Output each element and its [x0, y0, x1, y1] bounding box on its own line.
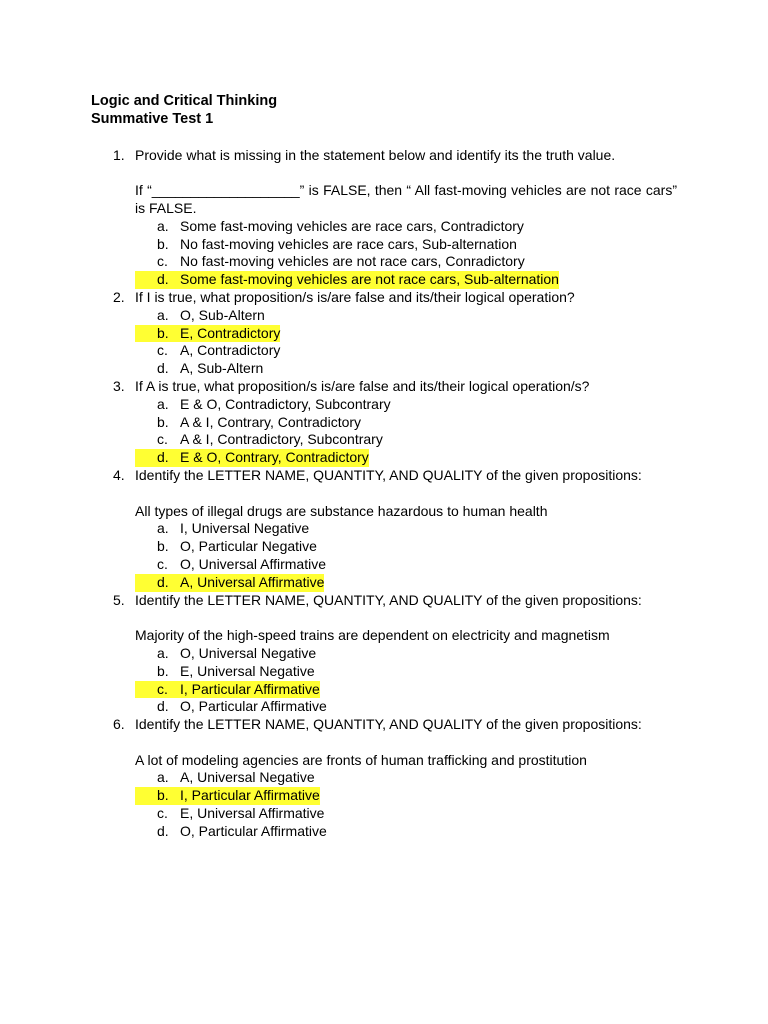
option-letter: a.	[157, 644, 169, 661]
option-text: Some fast-moving vehicles are race cars, Contradictory	[180, 217, 524, 234]
option-item	[135, 236, 677, 254]
option-item	[135, 342, 677, 360]
option-item	[135, 520, 677, 538]
option-letter: c.	[157, 342, 168, 359]
option-item-highlighted	[135, 681, 677, 699]
question-number: 1.	[113, 146, 125, 163]
document-subtitle: Summative Test 1	[91, 110, 214, 127]
question-item	[91, 592, 677, 717]
option-letter: a.	[157, 217, 169, 234]
option-item	[135, 769, 677, 787]
question-prompt: Identify the LETTER NAME, QUANTITY, AND QUALITY of the given propositions:	[135, 466, 642, 483]
question-prompt: Identify the LETTER NAME, QUANTITY, AND QUALITY of the given propositions:	[135, 716, 642, 733]
option-text: No fast-moving vehicles are race cars, Sub-alternation	[180, 235, 517, 252]
option-item	[135, 218, 677, 236]
option-item	[135, 307, 677, 325]
option-letter: a.	[157, 395, 169, 412]
option-item	[135, 663, 677, 681]
question-number: 4.	[113, 466, 125, 483]
question-prompt: If A is true, what proposition/s is/are false and its/their logical operation/s?	[135, 377, 590, 394]
answer-highlight	[135, 574, 324, 592]
option-letter: b.	[157, 787, 169, 804]
question-prompt: Provide what is missing in the statement below and identify its the truth value.	[135, 146, 616, 163]
option-text: E, Universal Affirmative	[180, 805, 325, 822]
answer-highlight	[135, 325, 280, 343]
option-letter: b.	[157, 413, 169, 430]
option-letter: c.	[157, 805, 168, 822]
option-letter: b.	[157, 538, 169, 555]
document-title: Logic and Critical Thinking	[91, 93, 278, 109]
question-statement: All types of illegal drugs are substance hazardous to human health	[135, 502, 548, 519]
option-list	[135, 520, 677, 591]
option-letter: d.	[157, 822, 169, 839]
option-text: A, Universal Affirmative	[180, 573, 325, 590]
question-number: 5.	[113, 591, 125, 608]
option-text: O, Particular Affirmative	[180, 822, 327, 839]
option-item	[135, 414, 677, 432]
question-statement: A lot of modeling agencies are fronts of human trafficking and prostitution	[135, 751, 587, 768]
question-number: 3.	[113, 377, 125, 394]
option-text: O, Sub-Altern	[180, 306, 265, 323]
option-letter: d.	[157, 360, 169, 377]
option-letter: c.	[157, 431, 168, 448]
answer-highlight	[135, 449, 369, 467]
option-text: I, Particular Affirmative	[180, 680, 320, 697]
option-letter: b.	[157, 324, 169, 341]
question-statement: If “___________________” is FALSE, then “ All fast-moving vehicles are not race cars” is FALSE.	[135, 182, 677, 216]
option-item	[135, 396, 677, 414]
option-letter: b.	[157, 235, 169, 252]
question-statement: Majority of the high-speed trains are dependent on electricity and magnetism	[135, 627, 610, 644]
question-prompt: If I is true, what proposition/s is/are false and its/their logical operation?	[135, 288, 575, 305]
option-item	[135, 805, 677, 823]
question-number: 2.	[113, 288, 125, 305]
option-letter: d.	[157, 573, 169, 590]
option-item	[135, 360, 677, 378]
option-letter: d.	[157, 271, 169, 288]
option-text: E, Contradictory	[180, 324, 281, 341]
question-number: 6.	[113, 716, 125, 733]
option-letter: a.	[157, 769, 169, 786]
option-list	[135, 396, 677, 467]
question-item	[91, 147, 677, 289]
option-item	[135, 823, 677, 841]
option-letter: c.	[157, 555, 168, 572]
option-list	[135, 645, 677, 716]
option-text: O, Particular Affirmative	[180, 698, 327, 715]
option-item-highlighted	[135, 449, 677, 467]
option-letter: d.	[157, 449, 169, 466]
option-text: I, Particular Affirmative	[180, 787, 320, 804]
option-text: E & O, Contrary, Contradictory	[180, 449, 369, 466]
question-item	[91, 378, 677, 467]
question-item	[91, 716, 677, 841]
option-item	[135, 431, 677, 449]
option-item-highlighted	[135, 271, 677, 289]
option-letter: a.	[157, 520, 169, 537]
option-text: O, Universal Affirmative	[180, 555, 327, 572]
option-item-highlighted	[135, 574, 677, 592]
option-list	[135, 218, 677, 289]
question-item	[91, 467, 677, 592]
option-item-highlighted	[135, 325, 677, 343]
option-item	[135, 698, 677, 716]
option-text: A, Universal Negative	[180, 769, 315, 786]
option-text: A & I, Contrary, Contradictory	[180, 413, 362, 430]
option-text: Some fast-moving vehicles are not race cars, Sub-alternation	[180, 271, 559, 288]
option-item	[135, 538, 677, 556]
option-letter: a.	[157, 306, 169, 323]
option-list	[135, 769, 677, 840]
option-letter: c.	[157, 253, 168, 270]
option-item	[135, 556, 677, 574]
option-text: O, Particular Negative	[180, 538, 317, 555]
option-text: O, Universal Negative	[180, 644, 317, 661]
option-item	[135, 253, 677, 271]
question-item	[91, 289, 677, 378]
option-letter: b.	[157, 662, 169, 679]
option-item-highlighted	[135, 787, 677, 805]
answer-highlight	[135, 271, 559, 289]
option-item	[135, 645, 677, 663]
option-letter: d.	[157, 698, 169, 715]
option-text: A, Contradictory	[180, 342, 281, 359]
option-text: A, Sub-Altern	[180, 360, 264, 377]
option-text: I, Universal Negative	[180, 520, 310, 537]
option-list	[135, 307, 677, 378]
answer-highlight	[135, 787, 320, 805]
option-letter: c.	[157, 680, 168, 697]
option-text: E, Universal Negative	[180, 662, 315, 679]
question-prompt: Identify the LETTER NAME, QUANTITY, AND QUALITY of the given propositions:	[135, 591, 642, 608]
option-text: A & I, Contradictory, Subcontrary	[180, 431, 383, 448]
answer-highlight	[135, 681, 320, 699]
option-text: No fast-moving vehicles are not race cars, Conradictory	[180, 253, 525, 270]
option-text: E & O, Contradictory, Subcontrary	[180, 395, 391, 412]
question-list	[91, 147, 677, 841]
